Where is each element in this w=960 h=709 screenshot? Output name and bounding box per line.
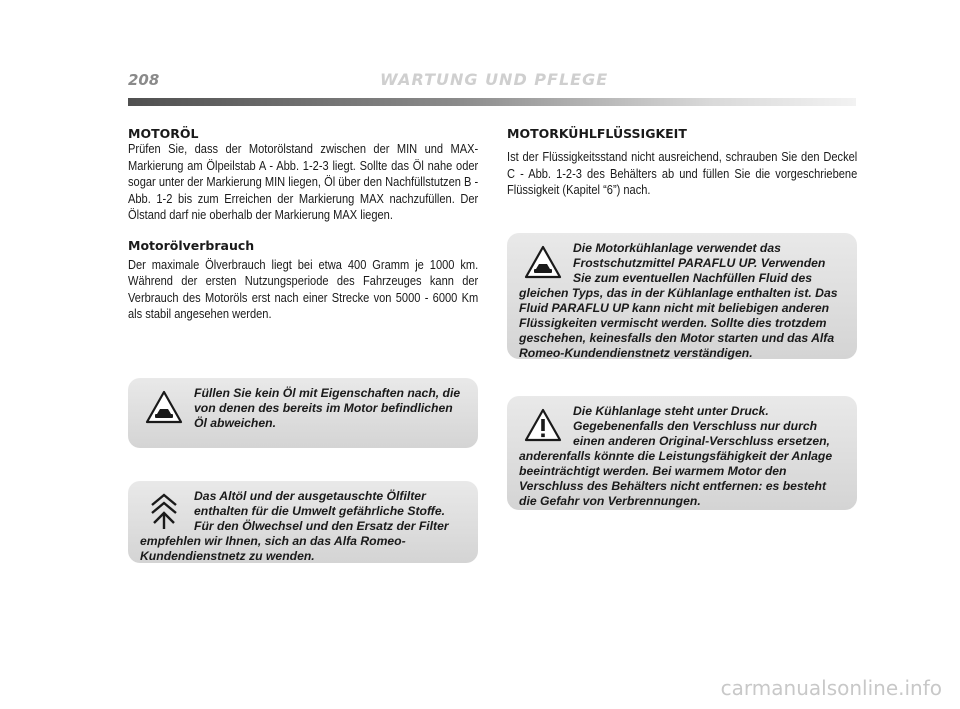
car-warning-icon [523, 243, 563, 283]
motoroel-paragraph: Prüfen Sie, dass der Motorölstand zwischen der MIN und MAX-Markierung am Ölpeilstab A - Abb. 1-2-3 liegt. Sollte das Öl nahe oder sogar unter der Markierung MIN liegen, Öl über den Nachfüllstutzen B - Abb. 1-2 bis zum Erreichen der Markierung MAX nachzufüllen. Der Ölstand darf nie oberhalb der Markierung MAX liegen. [128, 142, 479, 222]
oil-environment-text: Das Altöl und der ausgetauschte Ölfilter enthalten für die Umwelt gefährliche Stoffe. Für den Ölwechsel und den Ersatz der Filter empfehlen wir Ihnen, sich an das Alfa Romeo-Kundendienstnetz zu wenden. [140, 489, 449, 563]
car-warning-icon [144, 388, 184, 428]
kuehlfluessigkeit-heading: MOTORKÜHLFLÜSSIGKEIT [507, 126, 687, 141]
motoroel-heading: MOTORÖL [128, 126, 199, 141]
header-divider [128, 98, 856, 106]
oil-environment-note [128, 481, 478, 563]
watermark: carmanualsonline.info [720, 676, 942, 700]
motoroelverbrauch-heading: Motorölverbrauch [128, 237, 255, 253]
exclamation-warning-icon [523, 406, 563, 446]
recycle-chevron-icon [144, 491, 184, 531]
coolant-warning-note [507, 233, 857, 359]
right-column [507, 126, 857, 199]
left-column [128, 126, 478, 323]
section-title: WARTUNG UND PFLEGE [380, 70, 609, 89]
coolant-danger-text: Die Kühlanlage steht unter Druck. Gegebenenfalls den Verschluss nur durch einen anderen Original-Verschluss ersetzen, anderenfalls könnte die Leistungsfähigkeit der Anlage beeinträchtigt werden. Bei warmem Motor den Verschluss des Behälters nicht entfernen: es besteht die Gefahr von Verbrennungen. [519, 404, 833, 508]
coolant-warning-text: Die Motorkühlanlage verwendet das Frostschutzmittel PARAFLU UP. Verwenden Sie zum eventuellen Nachfüllen Fluid des gleichen Typs, das in der Kühlanlage enthalten ist. Das Fluid PARAFLU UP kann nicht mit beliebigen anderen Flüssigkeiten vermischt werden. Sollte dies trotzdem geschehen, keinesfalls den Motor starten und das Alfa Romeo-Kundendienstnetz verständigen. [519, 241, 838, 360]
kuehlfluessigkeit-paragraph: Ist der Flüssigkeitsstand nicht ausreichend, schrauben Sie den Deckel C - Abb. 1-2-3 des Behälters ab und füllen Sie die vorgeschriebene Flüssigkeit (Kapitel “6”) nach. [507, 150, 858, 197]
motoroelverbrauch-paragraph: Der maximale Ölverbrauch liegt bei etwa 400 Gramm je 1000 km. Während der ersten Nutzungsperiode des Fahrzeuges kann der Verbrauch des Motoröls erst nach einer Strecke von 5000 - 6000 Km als stabil angesehen werden. [128, 257, 479, 321]
oil-warning-text: Füllen Sie kein Öl mit Eigenschaften nach, die von denen des bereits im Motor befindlichen Öl abweichen. [194, 386, 461, 430]
oil-warning-note [128, 378, 478, 448]
coolant-danger-note [507, 396, 857, 510]
page-number: 208 [128, 71, 160, 89]
